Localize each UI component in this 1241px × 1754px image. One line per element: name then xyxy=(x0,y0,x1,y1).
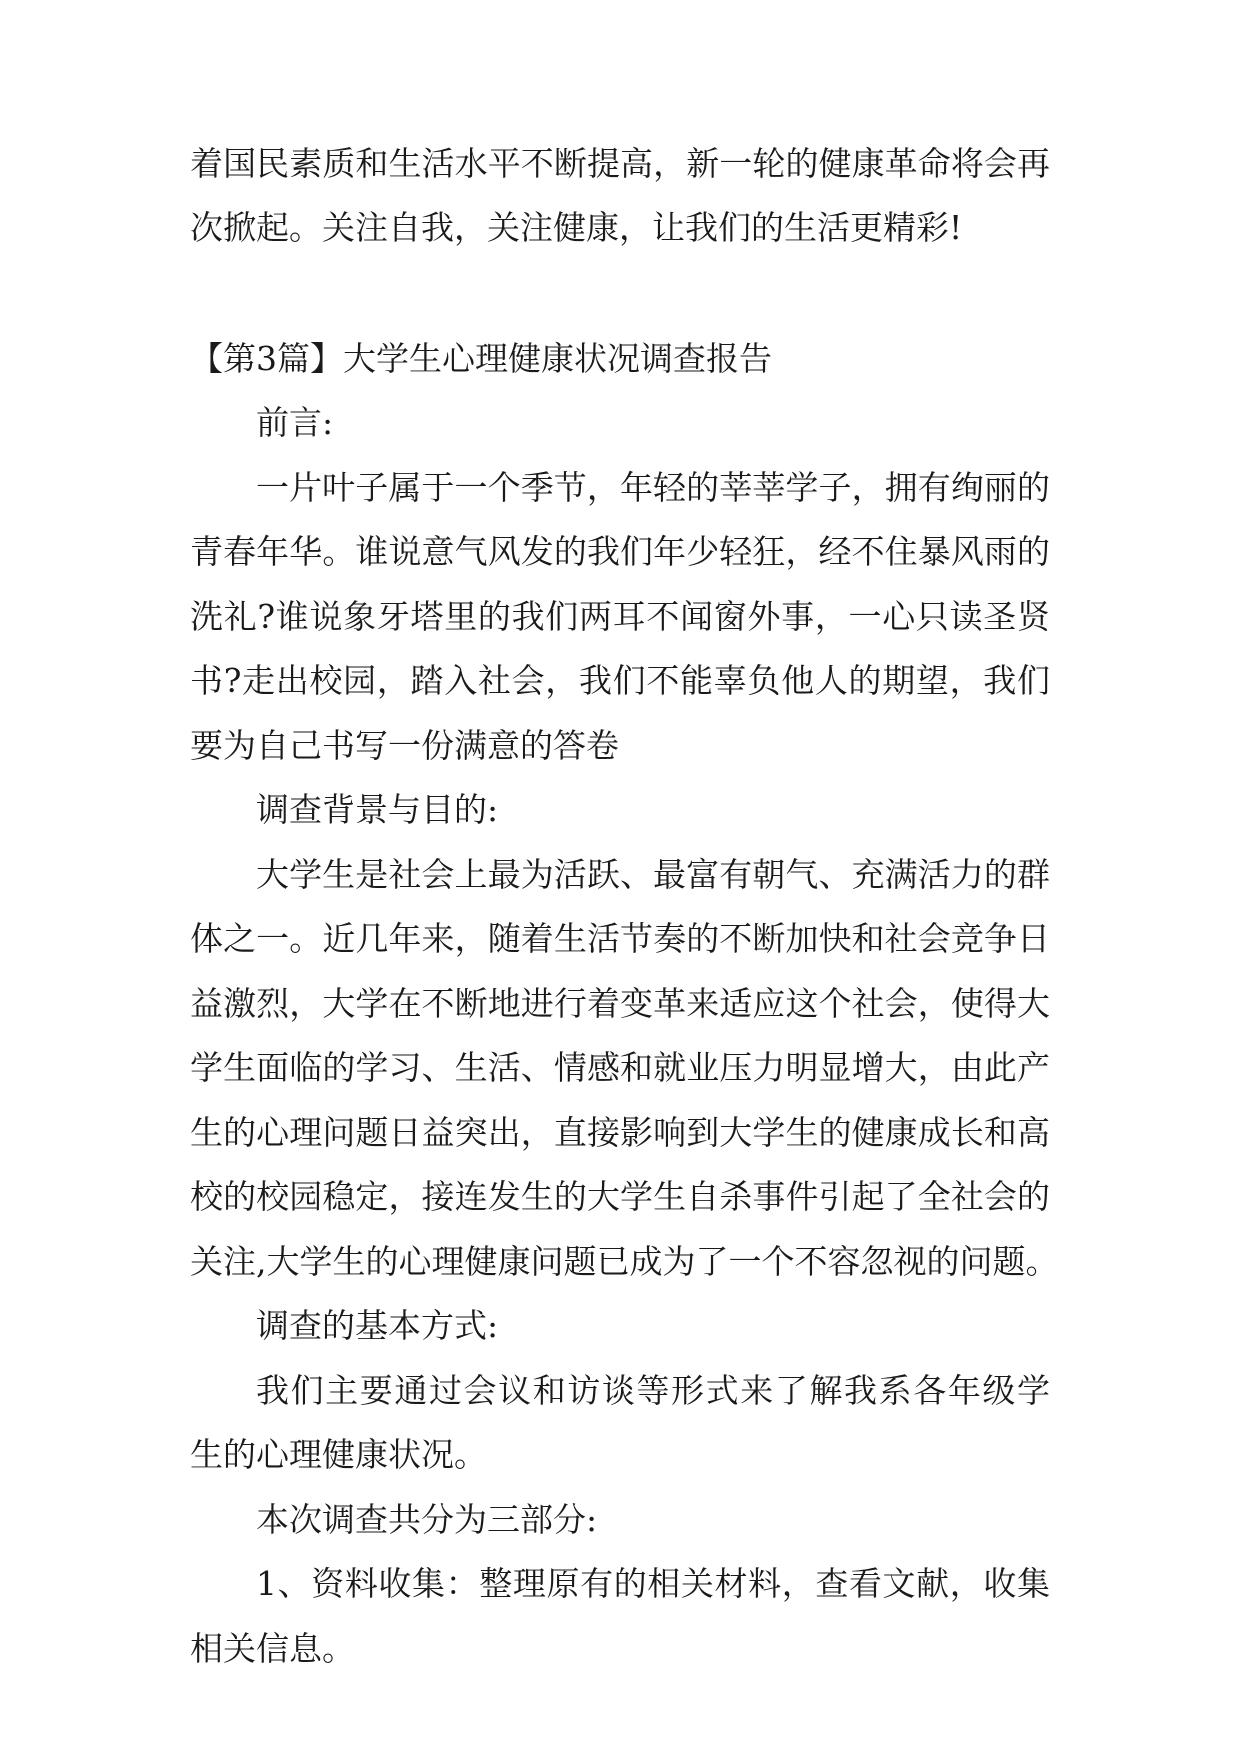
subheading-background: 调查背景与目的: xyxy=(256,790,499,829)
paragraph-line: 学生面临的学习、生活、情感和就业压力明显增大，由此产 xyxy=(190,1048,1050,1087)
section-heading: 【第3篇】大学生心理健康状况调查报告 xyxy=(190,339,772,378)
paragraph-line: 相关信息。 xyxy=(190,1629,355,1668)
paragraph-line: 大学生是社会上最为活跃、最富有朝气、充满活力的群 xyxy=(256,855,1050,894)
subheading-method: 调查的基本方式: xyxy=(256,1306,499,1345)
paragraph-line: 次掀起。关注自我，关注健康，让我们的生活更精彩! xyxy=(190,208,963,247)
subheading-preface: 前言: xyxy=(256,403,334,442)
paragraph-line: 一片叶子属于一个季节，年轻的莘莘学子，拥有绚丽的 xyxy=(256,468,1050,507)
paragraph-line: 益激烈，大学在不断地进行着变革来适应这个社会，使得大 xyxy=(190,984,1050,1023)
paragraph-line: 着国民素质和生活水平不断提高，新一轮的健康革命将会再 xyxy=(190,144,1050,183)
paragraph-line: 青春年华。谁说意气风发的我们年少轻狂，经不住暴风雨的 xyxy=(190,532,1050,571)
paragraph-line: 本次调查共分为三部分: xyxy=(256,1500,598,1539)
paragraph-line: 校的校园稳定，接连发生的大学生自杀事件引起了全社会的 xyxy=(190,1177,1050,1216)
list-item: 1、资料收集：整理原有的相关材料，查看文献，收集 xyxy=(256,1564,1050,1603)
paragraph-line: 要为自己书写一份满意的答卷 xyxy=(190,726,619,765)
paragraph-line: 洗礼?谁说象牙塔里的我们两耳不闻窗外事，一心只读圣贤 xyxy=(190,597,1050,636)
paragraph-line: 关注,大学生的心理健康问题已成为了一个不容忽视的问题。 xyxy=(190,1242,1059,1281)
paragraph-line: 书?走出校园，踏入社会，我们不能辜负他人的期望，我们 xyxy=(190,661,1050,700)
paragraph-line: 我们主要通过会议和访谈等形式来了解我系各年级学 xyxy=(256,1371,1050,1410)
paragraph-line: 体之一。近几年来，随着生活节奏的不断加快和社会竞争日 xyxy=(190,919,1050,958)
paragraph-line: 生的心理问题日益突出，直接影响到大学生的健康成长和高 xyxy=(190,1113,1050,1152)
paragraph-line: 生的心理健康状况。 xyxy=(190,1435,487,1474)
